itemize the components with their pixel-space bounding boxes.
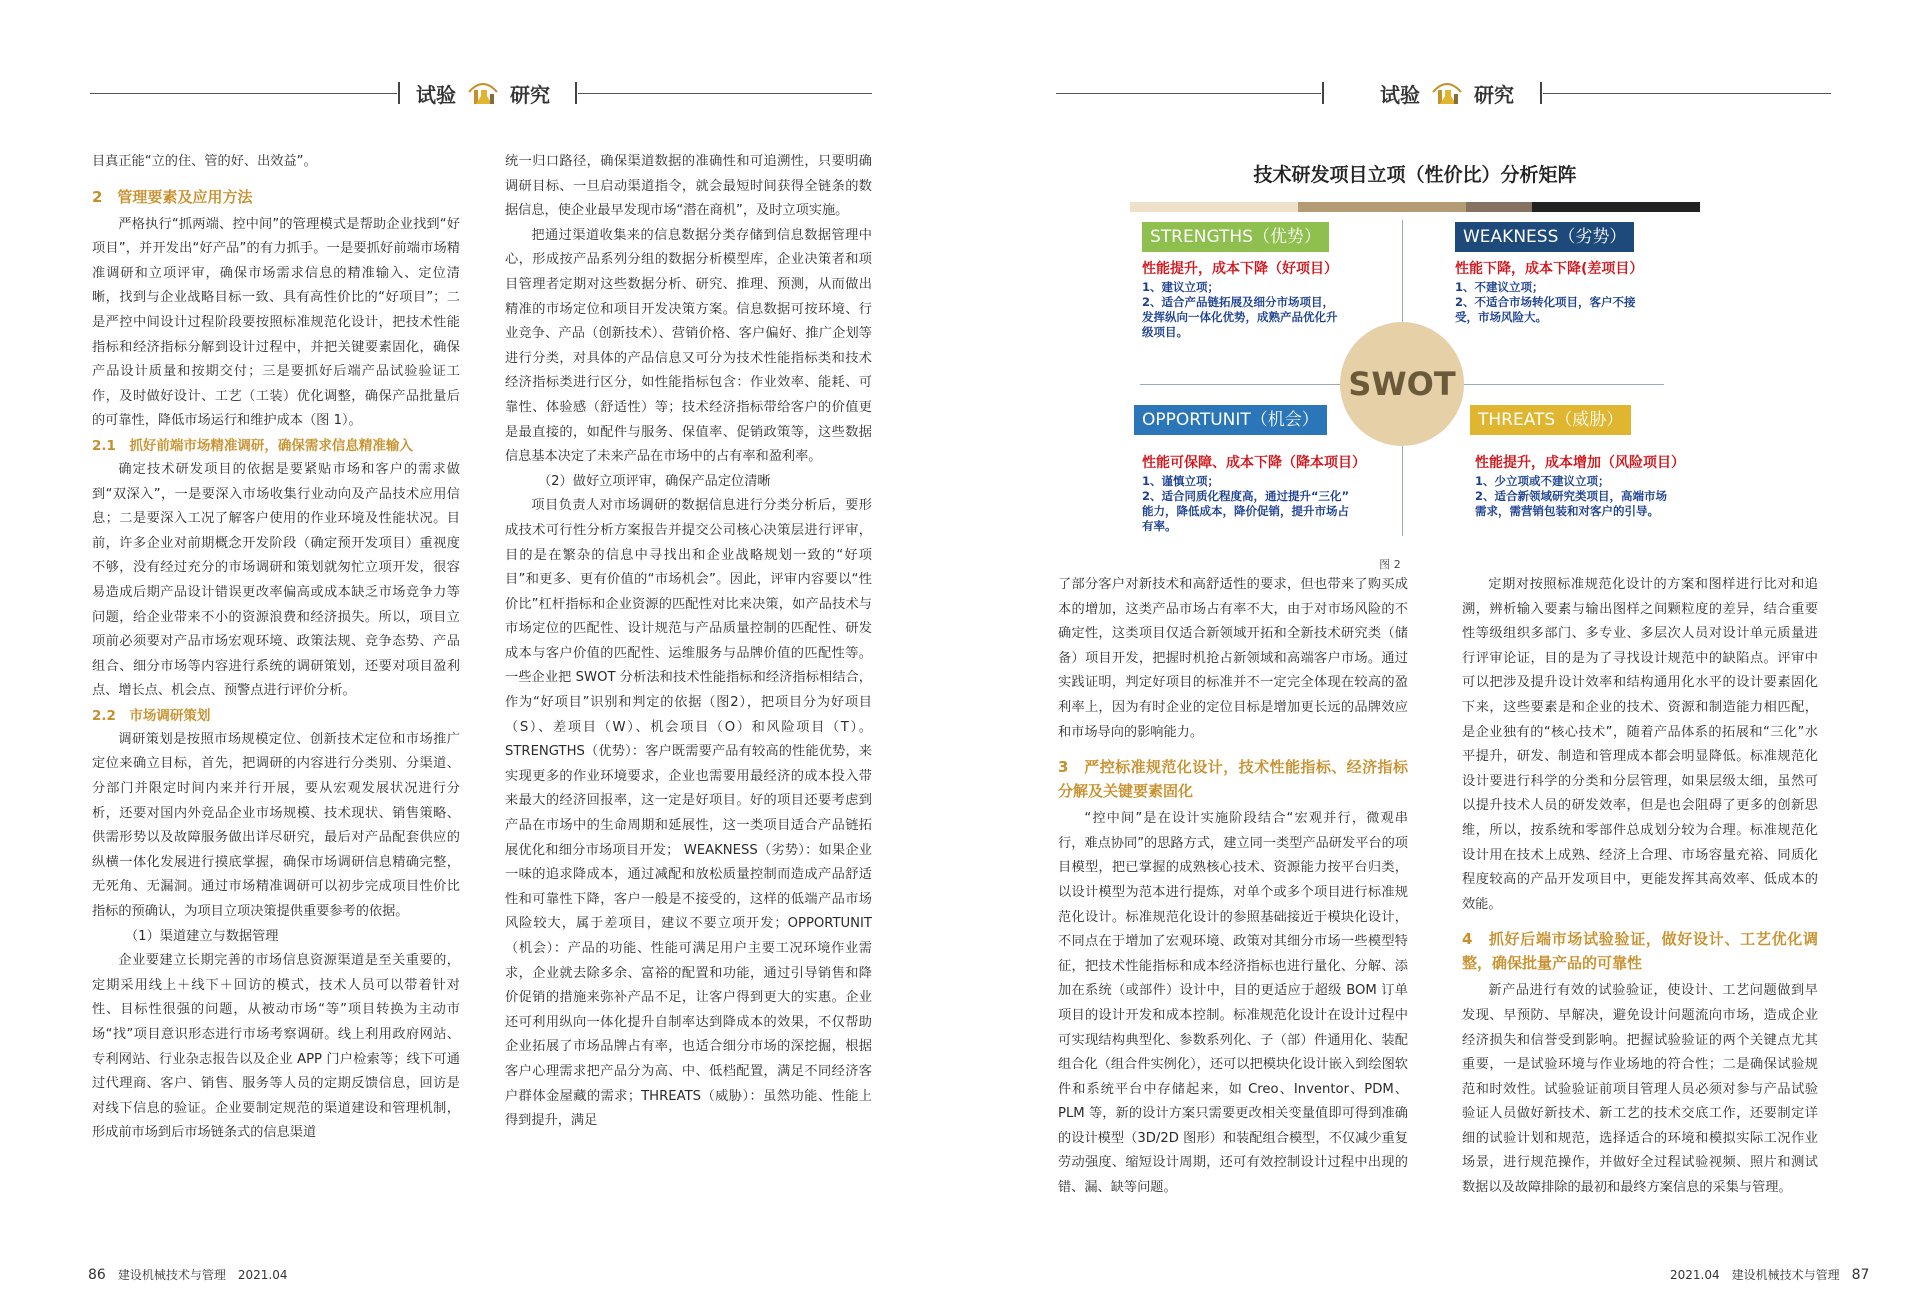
strengths-heading: 性能提升，成本下降（好项目）	[1142, 261, 1338, 277]
paragraph: 确定技术研发项目的依据是要紧贴市场和客户的需求做到“双深入”，一是要深入市场收集行业动向及产品技术应用信息；二是要深入工况了解客户使用的作业环境及性能状况。目前，许多企业对前期概念开发阶段（确定预开发项目）重视度不够，没有经过充分的市场调研和策划就匆忙立项开发，很容易造成后期产品设计错误更改率偏高或成本缺乏市场竞争力等问题，给企业带来不小的资源浪费和经济损失。所以，项目立项前必须要对产品市场宏观环境、政策法规、竞争态势、产品组合、细分市场等内容进行系统的调研策划，还要对项目盈利点、增长点、机会点、预警点进行评价分析。	[92, 461, 460, 699]
opportunit-body	[1142, 474, 1382, 534]
figure-title: 技术研发项目立项（性价比）分析矩阵	[1253, 164, 1577, 186]
axis-line	[1402, 446, 1403, 536]
paragraph: “控中间”是在设计实施阶段结合“宏观并行，微观串行，难点协同”的思路方式，建立同一类型产品研发平台的项目模型，把已掌握的成熟核心技术、资源能力按平台归类，以设计模型为范本进行提炼，对单个或多个项目进行标准规范化设计。标准规范化设计的参照基础接近于模块化设计，不同点在于增加了宏观环境、政策对其细分市场一些模型特征，把技术性能指标和成本经济指标也进行量化、分解、添加在系统（或部件）设计中，目的更适应于超级 BOM 订单项目的设计开发和成本控制。标准规范化设计在设计过程中可实现结构典型化、参数系列化、子（部）件通用化、装配组合化（组合件实例化），还可以把模块化设计嵌入到绘图软件和系统平台中存储起来，如 Creo、Inventor、PDM、PLM 等，新的设计方案只需要更改相关变量值即可得到准确的设计模型（3D/2D 图形）和装配组合模型，不仅减少重复劳动强度、缩短设计周期，还可有效控制设计过程中出现的错、漏、缺等问题。	[1058, 811, 1408, 1196]
body-line: 发挥纵向一体化优势，成熟产品优化升	[1142, 310, 1338, 324]
body-line: 1、少立项或不建议立项；	[1475, 474, 1610, 488]
axis-line	[1464, 384, 1664, 385]
paragraph: 企业要建立长期完善的市场信息资源渠道是至关重要的，定期采用线上＋线下＋回访的模式，技术人员可以带着针对性、目标性很强的问题，从被动市场“等”项目转换为主动市场“找”项目意识形态进行市场考察调研。线上利用政府网站、专利网站、行业杂志报告以及企业 APP 门户检索等；线下可通过代理商、客户、销售、服务等人员的定期反馈信息，回访是对线下信息的验证。企业要制定规范的渠道建设和管理机制，形成前市场到后市场链条式的信息渠道	[92, 953, 460, 1141]
threats-heading: 性能提升，成本增加（风险项目）	[1475, 455, 1685, 471]
section-heading: 3 严控标准规范化设计，技术性能指标、经济指标分解及关键要素固化	[1058, 758, 1408, 801]
header-rule-left	[1056, 93, 1321, 94]
body-line: 2、不适合市场转化项目，客户不接	[1455, 295, 1636, 309]
folio-right	[1670, 1266, 1869, 1283]
paragraph: 了部分客户对新技术和高舒适性的要求，但也带来了购买成本的增加，这类产品市场占有率不大，由于对市场风险的不确定性，这类项目仅适合新领域开拓和全新技术研究类（储备）项目开发，把握时机抢占新领域和高端客户市场。通过实践证明，判定好项目的标准并不一定完全体现在较高的盈利率上，因为有时企业的定位目标是增加更长远的品牌效应和市场导向的影响能力。	[1058, 577, 1408, 740]
header-word-1: 试验	[416, 82, 456, 107]
left-column-1	[92, 150, 460, 1146]
threats-label: THREATS（威胁）	[1470, 405, 1631, 435]
body-line: 2、适合新领域研究类项目，高端市场	[1475, 489, 1667, 503]
section-heading: 2 管理要素及应用方法	[92, 187, 253, 206]
paragraph: 项目负责人对市场调研的数据信息进行分类分析后，要形成技术可行性分析方案报告并提交公司核心决策层进行评审，目的是在繁杂的信息中寻找出和企业战略规划一致的“好项目”和更多、更有价值的“市场机会”。因此，评审内容要以“性价比”杠杆指标和企业资源的匹配性对比来决策，如产品技术与市场定位的匹配性、设计规范与产品质量控制的匹配性、研发成本与客户价值的匹配性、运维服务与品牌价值的匹配性等。一些企业把 SWOT 分析法和技术性能指标和经济指标相结合，作为“好项目”识别和判定的依据（图2），把项目分为好项目（S）、差项目（W）、机会项目（O）和风险项目（T）。STRENGTHS（优势）：客户既需要产品有较高的性能优势，来实现更多的作业环境要求，企业也需要用最经济的成本投入带来最大的经济回报率，这一定是好项目。好的项目还要考虑到产品在市场中的生命周期和延展性，这一类项目适合产品链拓展优化和细分市场项目开发； WEAKNESS（劣势）：如果企业一味的追求降成本，通过减配和放松质量控制而造成产品舒适性和可靠性下降，客户一般是不接受的，这样的低端产品市场风险较大，属于差项目，建议不要立项开发；OPPORTUNIT（机会）：产品的功能、性能可满足用户主要工况环境作业需求，企业就去除多余、富裕的配置和功能，通过引导销售和降价促销的措施来弥补产品不足，让客户得到更大的实惠。企业还可利用纵向一体化提升自制率达到降成本的效果，不仅帮助企业拓展了市场品牌占有率，也适合细分市场的深挖掘，根据客户心理需求把产品分为高、中、低档配置，满足不同经济客户群体金屋藏的需求；THREATS（威胁）：虽然功能、性能上得到提升，满足	[505, 498, 872, 1129]
header-tick	[398, 82, 400, 104]
axis-line	[1140, 384, 1340, 385]
lab-flask-icon	[466, 78, 500, 108]
threats-body	[1475, 474, 1695, 519]
subsection-heading: 2.2 市场调研策划	[92, 707, 211, 724]
section-header	[416, 78, 550, 108]
right-column-1	[1058, 573, 1408, 1201]
folio-left	[88, 1266, 287, 1283]
weakness-heading: 性能下降，成本下降(差项目）	[1455, 261, 1644, 277]
paragraph: 定期对按照标准规范化设计的方案和图样进行比对和追溯，辨析输入要素与输出图样之间颗粒度的差异，结合重要性等级组织多部门、多专业、多层次人员对设计单元质量进行评审论证，目的是为了寻找设计规范中的缺陷点。评审中可以把涉及提升设计效率和结构通用化水平的设计要素固化下来，这些要素是和企业的技术、资源和制造能力相匹配，是企业独有的“核心技术”，随着产品体系的拓展和“三化”水平提升，研发、制造和管理成本都会明显降低。标准规范化设计要进行科学的分类和分层管理，如果层级太细，虽然可以提升技术人员的研发效率，但是也会阻碍了更多的创新思维，所以，按系统和零部件总成划分较为合理。标准规范化设计用在技术上成熟、经济上合理、市场容量充裕、同质化程度较高的产品开发项目中，更能发挥其高效率、低成本的效能。	[1462, 577, 1818, 912]
section-heading: 4 抓好后端市场试验验证，做好设计、工艺优化调整，确保批量产品的可靠性	[1462, 930, 1818, 973]
title-bar-segment	[1466, 202, 1532, 212]
title-bar-segment	[1130, 202, 1298, 212]
paragraph: 严格执行“抓两端、控中间”的管理模式是帮助企业找到“好项目”，并开发出“好产品”的有力抓手。一是要抓好前端市场精准调研和立项评审，确保市场需求信息的精准输入、定位清晰，找到与企业战略目标一致、具有高性价比的“好项目”；二是严控中间设计过程阶段要按照标准规范化设计，把技术性能指标和经济指标分解到设计过程中，并把关键要素固化，确保产品设计质量和按期交付；三是要抓好后端产品试验验证工作，及时做好设计、工艺（工装）优化调整，确保产品批量后的可靠性，降低市场运行和维护成本（图 1）。	[92, 216, 460, 429]
subsection-heading: 2.1 抓好前端市场精准调研，确保需求信息精准输入	[92, 437, 413, 454]
paragraph: 目真正能“立的住、管的好、出效益”。	[92, 154, 317, 169]
left-column-2	[505, 150, 872, 1134]
header-tick	[1540, 82, 1542, 104]
swot-center-circle: SWOT	[1340, 322, 1464, 446]
axis-line	[1402, 220, 1403, 322]
opportunit-heading: 性能可保障、成本下降（降本项目）	[1142, 455, 1366, 471]
header-tick	[575, 82, 577, 104]
sub-item-heading: （2）做好立项评审，确保产品定位清晰	[538, 473, 771, 489]
opportunit-label: OPPORTUNIT（机会）	[1134, 405, 1327, 435]
paragraph: 新产品进行有效的试验验证，使设计、工艺问题做到早发现、早预防、早解决，避免设计问题流向市场，造成企业经济损失和信誉受到影响。把握试验验证的两个关键点尤其重要，一是试验环境与作业场地的符合性；二是确保试验规范和时效性。试验验证前项目管理人员必须对参与产品试验验证人员做好新技术、新工艺的技术交底工作，还要制定详细的试验计划和规范，选择适合的环境和模拟实际工况作业场景，进行规范操作，并做好全过程试验视频、照片和测试数据以及故障排除的最初和最终方案信息的采集与管理。	[1462, 983, 1818, 1196]
journal-name: 建设机械技术与管理	[117, 1268, 226, 1282]
paragraph: 调研策划是按照市场规模定位、创新技术定位和市场推广定位来确立目标，首先，把调研的内容进行分类别、分渠道、分部门并限定时间内来并行开展，要从宏观发展状况进行分析，还要对国内外竞品企业市场规模、技术现状、销售策略、供需形势以及故障服务做出详尽研究，最后对产品配套供应的纵横一体化发展进行摸底掌握，确保市场调研信息精确完整，无死角、无漏洞。通过市场精准调研可以初步完成项目性价比指标的预确认，为项目立项决策提供重要参考的依据。	[92, 731, 460, 920]
issue: 2021.04	[237, 1267, 288, 1282]
body-line: 1、建议立项；	[1142, 280, 1220, 294]
right-page	[960, 0, 1920, 1303]
swot-figure	[1130, 160, 1700, 571]
body-line: 受，市场风险大。	[1455, 310, 1547, 324]
title-bar-segment	[1532, 202, 1700, 212]
weakness-body	[1455, 280, 1685, 325]
page-number: 86	[88, 1266, 106, 1283]
strengths-label: STRENGTHS（优势）	[1142, 222, 1329, 252]
header-word-2: 研究	[510, 82, 550, 107]
figure-caption: 图 2	[1379, 558, 1401, 571]
header-word-2: 研究	[1474, 82, 1514, 107]
paragraph: 统一归口路径，确保渠道数据的准确性和可追溯性，只要明确调研目标、一旦启动渠道指令，就会最短时间获得全链条的数据信息，使企业最早发现市场“潜在商机”，及时立项实施。	[505, 154, 872, 219]
body-line: 级项目。	[1142, 325, 1188, 339]
issue: 2021.04	[1670, 1267, 1720, 1282]
header-rule-left	[90, 93, 397, 94]
body-line: 有率。	[1142, 519, 1177, 533]
header-rule-right	[578, 93, 872, 94]
header-tick	[1322, 82, 1324, 104]
lab-flask-icon	[1430, 78, 1464, 108]
header-rule-right	[1543, 93, 1831, 94]
body-line: 2、适合产品链拓展及细分市场项目，	[1142, 295, 1334, 309]
title-bar-segment	[1298, 202, 1466, 212]
strengths-body	[1142, 280, 1382, 340]
body-line: 需求，需营销包装和对客户的引导。	[1475, 504, 1659, 518]
sub-item-heading: （1）渠道建立与数据管理	[125, 928, 279, 944]
body-line: 能力，降低成本，降价促销，提升市场占	[1142, 504, 1349, 518]
body-line: 2、适合同质化程度高，通过提升“三化”	[1142, 489, 1350, 503]
paragraph: 把通过渠道收集来的信息数据分类存储到信息数据管理中心，形成按产品系列分组的数据分析模型库，企业决策者和项目管理者定期对这些数据分析、研究、推理、预测，从而做出精准的市场定位和项目开发决策方案。信息数据可按环境、行业竞争、产品（创新技术）、营销价格、客户偏好、推广企划等进行分类，对具体的产品信息又可分为技术性能指标类和技术经济指标类进行区分，如性能指标包含：作业效率、能耗、可靠性、体验感（舒适性）等；技术经济指标带给客户的价值更是最直接的，如配件与服务、保值率、促销政策等，这些数据信息基本决定了未来产品在市场中的占有率和盈利率。	[505, 227, 872, 465]
weakness-label: WEAKNESS（劣势）	[1455, 222, 1634, 252]
body-line: 1、不建议立项；	[1455, 280, 1544, 294]
right-column-2	[1462, 573, 1818, 1201]
journal-name: 建设机械技术与管理	[1731, 1268, 1840, 1282]
body-line: 1、谨慎立项；	[1142, 474, 1220, 488]
header-word-1: 试验	[1380, 82, 1420, 107]
section-header	[1380, 78, 1514, 108]
page-number: 87	[1851, 1266, 1870, 1283]
